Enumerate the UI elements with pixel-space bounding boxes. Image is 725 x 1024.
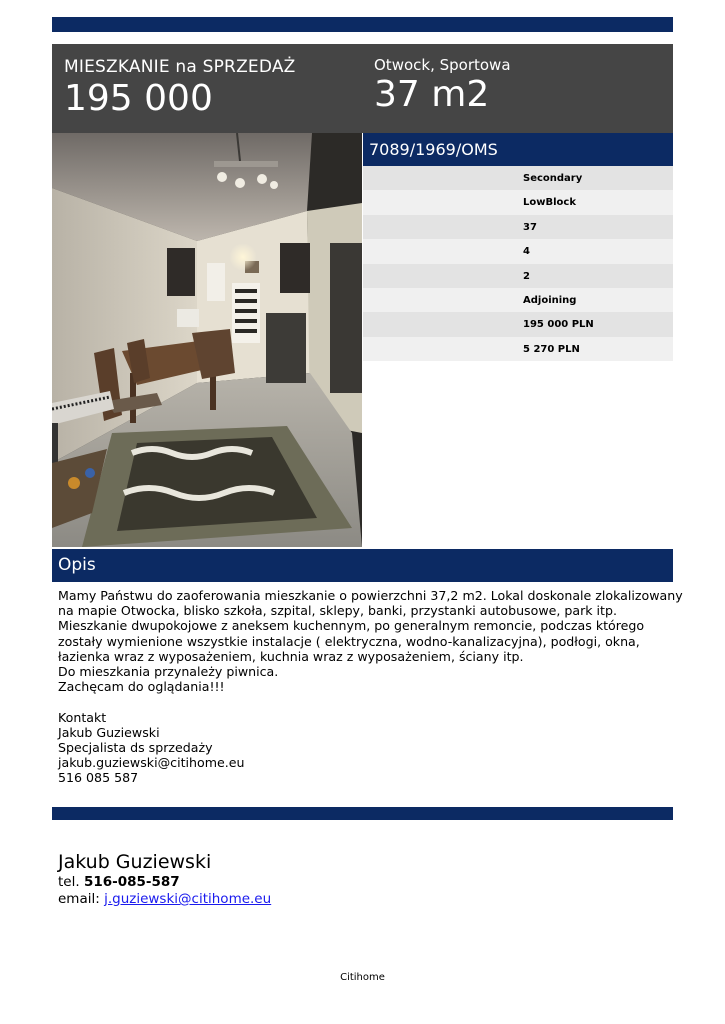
param-value: 4 xyxy=(523,246,530,258)
agent-email xyxy=(58,891,271,907)
description-heading-bar xyxy=(52,549,673,582)
description-line: Mieszkanie dwupokojowe z aneksem kuchennym, po generalnym remoncie, podczas którego xyxy=(58,618,645,634)
description-line: na mapie Otwocka, blisko szkoła, szpital, sklepy, banki, przystanki autobusowe, park itp. xyxy=(58,603,617,619)
listing-area: 37 m2 xyxy=(374,74,490,115)
description-line xyxy=(58,694,670,709)
reference-bar xyxy=(363,133,673,166)
listing-type: MIESZKANIE na SPRZEDAŻ xyxy=(64,57,296,77)
top-accent-bar xyxy=(52,17,673,32)
param-value: 5 270 PLN xyxy=(523,343,580,355)
section-divider-bar xyxy=(52,807,673,820)
parameters-table xyxy=(363,166,673,361)
param-value: 195 000 PLN xyxy=(523,319,594,331)
agent-name: Jakub Guziewski xyxy=(58,851,212,873)
description-line: jakub.guziewski@citihome.eu xyxy=(58,755,245,771)
param-row xyxy=(363,190,673,214)
param-value: 2 xyxy=(523,270,530,282)
description-line: Specjalista ds sprzedaży xyxy=(58,740,213,756)
description-line: Do mieszkania przynależy piwnica. xyxy=(58,664,279,680)
param-row xyxy=(363,264,673,288)
email-label: email: xyxy=(58,891,100,907)
description-line: 516 085 587 xyxy=(58,770,139,786)
apartment-photo xyxy=(52,133,362,547)
param-row xyxy=(363,337,673,361)
description-heading: Opis xyxy=(58,555,96,575)
param-value: 37 xyxy=(523,221,537,233)
description-line: Mamy Państwu do zaoferowania mieszkanie o powierzchni 37,2 m2. Lokal doskonale zlokalizowany xyxy=(58,588,683,603)
phone-label: tel. xyxy=(58,874,80,890)
param-row xyxy=(363,239,673,263)
description-line: Zachęcam do oglądania!!! xyxy=(58,679,225,695)
param-value: LowBlock xyxy=(523,197,576,209)
description-line: łazienka wraz z wyposażeniem, kuchnia wraz z wyposażeniem, ściany itp. xyxy=(58,648,524,664)
param-row xyxy=(363,288,673,312)
listing-header xyxy=(52,44,673,133)
reference-number: 7089/1969/OMS xyxy=(369,140,498,159)
param-row xyxy=(363,166,673,190)
description-line: Kontakt xyxy=(58,709,107,725)
listing-location: Otwock, Sportowa xyxy=(374,56,511,74)
email-link[interactable]: j.guziewski@citihome.eu xyxy=(104,891,272,907)
description-line: Jakub Guziewski xyxy=(58,724,160,740)
phone-number: 516-085-587 xyxy=(83,874,180,890)
description-text xyxy=(58,588,683,786)
param-row xyxy=(363,215,673,239)
footer-brand: Citihome xyxy=(340,972,385,983)
param-value: Secondary xyxy=(523,173,583,184)
agent-phone xyxy=(58,874,180,890)
param-value: Adjoining xyxy=(523,294,577,306)
description-line: zostały wymienione wszystkie instalacje ( elektryczna, wodno-kanalizacyjna), podłogi, okna, xyxy=(58,633,640,649)
listing-price: 195 000 xyxy=(64,78,213,119)
param-row xyxy=(363,312,673,336)
